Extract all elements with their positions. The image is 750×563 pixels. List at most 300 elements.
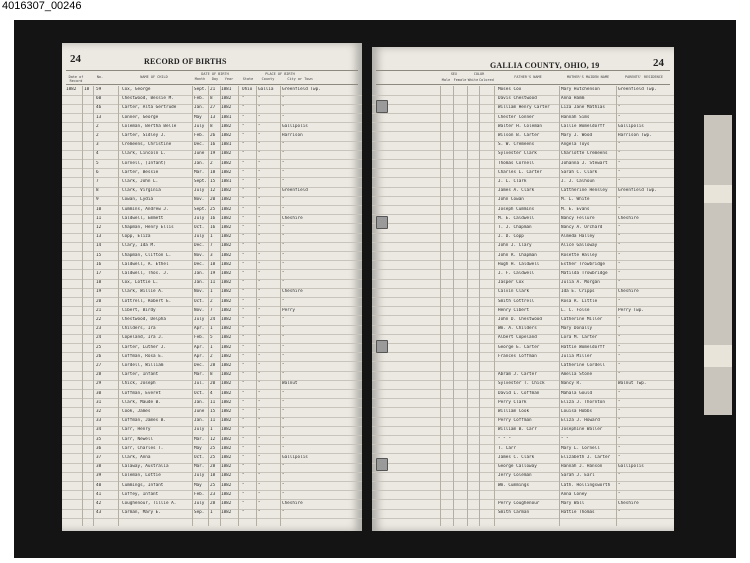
table-cell: ": [258, 114, 261, 120]
table-cell: Dec.: [194, 261, 205, 267]
table-cell: 39: [96, 473, 102, 479]
table-cell: ": [282, 96, 285, 102]
table-row: [372, 252, 674, 262]
table-row: [62, 491, 362, 501]
table-cell: ": [618, 390, 621, 396]
table-cell: 1882: [221, 344, 232, 350]
table-cell: 1882: [221, 353, 232, 359]
table-cell: Nancy R.: [561, 381, 582, 387]
table-row: [62, 380, 362, 390]
table-cell: ": [282, 427, 285, 433]
table-cell: Moses Cox: [498, 87, 522, 92]
table-cell: 35: [96, 436, 102, 442]
table-cell: 28: [210, 501, 216, 506]
table-cell: Sarah C. Clark: [561, 169, 598, 175]
table-cell: Coffman, James B.: [122, 418, 166, 424]
table-cell: ": [282, 105, 285, 111]
table-cell: ": [618, 445, 621, 451]
table-cell: Cheshire: [618, 501, 639, 506]
table-cell: ": [258, 133, 261, 138]
table-row: [372, 472, 674, 482]
table-cell: ": [618, 491, 621, 497]
table-cell: 12: [210, 188, 216, 194]
table-cell: 4: [96, 151, 99, 157]
table-cell: 1882: [221, 381, 232, 387]
table-cell: Julia Miller: [561, 353, 593, 359]
table-cell: Chestwood, Bessie M.: [122, 96, 174, 102]
table-cell: 28: [96, 372, 102, 378]
table-cell: ": [258, 225, 261, 230]
table-cell: ": [242, 215, 245, 221]
table-cell: ": [258, 252, 261, 258]
table-cell: ": [258, 418, 261, 424]
table-cell: S. W. Cremeens: [498, 142, 535, 148]
table-row: [62, 178, 362, 188]
table-cell: ": [258, 409, 261, 414]
table-cell: ": [618, 510, 621, 516]
table-row: [372, 169, 674, 179]
table-cell: Sep.: [194, 510, 205, 516]
table-cell: 25: [210, 482, 216, 488]
table-cell: Catherine Cordell: [561, 363, 605, 368]
col-header: SEX: [450, 72, 458, 76]
table-cell: M. L. White: [561, 197, 590, 203]
table-cell: Mary J. Wood: [561, 133, 593, 138]
table-row: [372, 454, 674, 464]
table-cell: Jasper Cox: [498, 280, 524, 286]
table-cell: Carr, Charles T.: [122, 445, 164, 451]
table-cell: 59: [96, 87, 102, 92]
table-cell: 1: [210, 289, 213, 295]
table-cell: William B. Carr: [498, 427, 537, 433]
table-cell: ": [258, 151, 261, 157]
table-cell: John R. Chapman: [498, 252, 537, 258]
table-row: [62, 104, 362, 114]
table-cell: Angela Toys: [561, 142, 590, 148]
table-cell: Feb.: [194, 491, 205, 497]
table-cell: 1882: [221, 280, 232, 286]
table-cell: Catherine Miller: [561, 317, 603, 322]
table-cell: Cummings, Infant: [122, 482, 164, 488]
table-cell: Feb.: [194, 133, 205, 138]
table-cell: Sylvester Clark: [498, 151, 537, 157]
table-row: [62, 500, 362, 510]
table-row: [62, 417, 362, 427]
table-cell: Dec.: [194, 142, 205, 148]
table-cell: ": [242, 298, 245, 304]
table-cell: L. C. Folse: [561, 307, 590, 313]
table-cell: Gallipolis: [282, 123, 308, 129]
table-cell: ": [282, 234, 285, 240]
table-cell: July: [194, 188, 205, 194]
table-cell: 1882: [221, 464, 232, 470]
table-cell: Cheshire: [282, 501, 303, 506]
table-cell: Clark, Lincoln L.: [122, 151, 166, 157]
table-cell: ": [258, 188, 261, 194]
table-cell: 41: [96, 491, 102, 497]
table-cell: Rosa R. Little: [561, 298, 598, 304]
table-cell: ": [258, 123, 261, 129]
table-cell: Gallipolis: [282, 455, 308, 460]
table-cell: ": [242, 142, 245, 148]
table-cell: Caldwell, Thos. J.: [122, 271, 169, 276]
table-cell: James C. Clark: [498, 455, 535, 460]
table-cell: Cath. Hollingsworth: [561, 482, 611, 488]
table-cell: Caldwell, Emmett: [122, 215, 164, 221]
col-header: County: [261, 77, 275, 81]
table-cell: ": [618, 114, 621, 120]
table-cell: ": [282, 372, 285, 378]
table-cell: ": [618, 280, 621, 286]
table-cell: ": [282, 169, 285, 175]
table-cell: Cook, James: [122, 409, 151, 414]
table-cell: ": [242, 464, 245, 470]
table-cell: 1: [210, 427, 213, 433]
table-cell: ": [282, 142, 285, 148]
table-cell: Cottrell, Robert E.: [122, 298, 172, 304]
table-row: [372, 141, 674, 151]
table-cell: Callie Womeldorff: [561, 123, 605, 129]
table-cell: 2: [96, 133, 99, 138]
table-cell: ": [282, 418, 285, 424]
table-cell: Thomas Cornell: [498, 160, 535, 166]
table-cell: 28: [210, 464, 216, 470]
table-cell: Jan.: [194, 160, 205, 166]
table-cell: 13: [96, 234, 102, 240]
table-cell: Josephine Waller: [561, 427, 603, 433]
table-cell: Jan.: [194, 418, 205, 424]
table-cell: 25: [210, 445, 216, 451]
table-cell: 24: [96, 335, 102, 341]
table-cell: 13: [210, 114, 216, 120]
col-header: Male: [441, 78, 451, 82]
table-row: [372, 408, 674, 418]
table-row: [372, 95, 674, 105]
col-header: PLACE OF BIRTH: [265, 72, 295, 76]
table-cell: ": [618, 399, 621, 405]
table-cell: 19: [96, 289, 102, 295]
table-cell: Cheshire: [618, 289, 639, 295]
table-cell: 1882: [221, 225, 232, 230]
table-cell: 21: [210, 87, 216, 92]
table-cell: ": [258, 169, 261, 175]
table-cell: 8: [210, 123, 213, 129]
table-cell: Jan.: [194, 280, 205, 286]
table-cell: ": [258, 501, 261, 506]
table-cell: ": [242, 427, 245, 433]
table-cell: ": [258, 491, 261, 497]
table-cell: 18: [210, 261, 216, 267]
table-cell: Jan.: [194, 105, 205, 111]
table-cell: ": [618, 353, 621, 359]
table-row: [62, 399, 362, 409]
table-cell: Mar.: [194, 436, 205, 442]
table-row: [372, 445, 674, 455]
table-cell: 25: [96, 344, 102, 350]
table-cell: 26: [96, 353, 102, 359]
table-cell: ": [242, 418, 245, 424]
table-cell: ": [282, 243, 285, 249]
table-cell: Chick, Joseph: [122, 381, 156, 387]
table-cell: Oct.: [194, 225, 205, 230]
table-cell: May: [194, 482, 202, 488]
table-cell: Anna Coney: [561, 491, 587, 497]
table-cell: 1882: [221, 445, 232, 451]
table-row: [372, 270, 674, 280]
table-cell: ": [618, 142, 621, 148]
table-row: [62, 288, 362, 298]
table-cell: ": [242, 133, 245, 138]
table-row: [372, 104, 674, 114]
table-cell: J. F. Caldwell: [498, 271, 535, 276]
table-cell: July: [194, 427, 205, 433]
table-cell: ": [242, 353, 245, 359]
table-cell: Mar.: [194, 372, 205, 378]
binder-clip: [376, 458, 388, 471]
table-cell: 11: [96, 215, 102, 221]
table-cell: 16: [210, 142, 216, 148]
table-cell: Clark, Maude B.: [122, 399, 161, 405]
table-cell: 19: [210, 271, 216, 276]
table-cell: ": [618, 271, 621, 276]
table-cell: 32: [96, 409, 102, 414]
table-cell: 1882: [221, 473, 232, 479]
table-cell: 21: [96, 307, 102, 313]
table-row: [62, 353, 362, 363]
table-cell: ": [258, 335, 261, 341]
col-header: City or Town: [287, 77, 313, 81]
table-cell: 1882: [221, 501, 232, 506]
table-row: [372, 371, 674, 381]
table-cell: 1882: [221, 363, 232, 368]
table-cell: 36: [96, 445, 102, 451]
table-cell: 60: [96, 96, 102, 102]
table-cell: ": [242, 473, 245, 479]
table-row: [372, 160, 674, 170]
table-row: [62, 362, 362, 372]
table-cell: Nov.: [194, 252, 205, 258]
table-cell: ": [258, 280, 261, 286]
table-cell: ": [258, 215, 261, 221]
table-cell: Clark, Anna: [122, 455, 151, 460]
table-cell: ": [242, 225, 245, 230]
col-header: Month: [194, 77, 206, 81]
binder-clip: [376, 340, 388, 353]
table-cell: 33: [96, 418, 102, 424]
table-cell: ": [258, 142, 261, 148]
table-cell: ": [242, 105, 245, 111]
table-row: [372, 325, 674, 335]
table-cell: J. L. Clark: [498, 179, 527, 184]
table-cell: ": [618, 317, 621, 322]
table-row: [62, 114, 362, 124]
table-row: [372, 86, 674, 96]
table-cell: Cornell, (Infant): [122, 160, 166, 166]
table-cell: Perry Coughenour: [498, 501, 540, 506]
table-cell: 9: [96, 197, 99, 203]
table-cell: ": [282, 261, 285, 267]
table-cell: 1882: [221, 133, 232, 138]
table-cell: ": [242, 307, 245, 313]
table-cell: ": [242, 234, 245, 240]
table-cell: Henry Cibert: [498, 307, 530, 313]
table-cell: Greenfield Twp.: [618, 87, 657, 92]
table-cell: Anna Hamm: [561, 96, 585, 102]
table-row: [372, 242, 674, 252]
table-cell: Calaway, Australia: [122, 464, 169, 470]
table-cell: ": [618, 179, 621, 184]
table-cell: ": [282, 436, 285, 442]
table-cell: ": [242, 271, 245, 276]
table-cell: ": [242, 372, 245, 378]
table-cell: Wilson B. Carter: [498, 133, 540, 138]
table-cell: ": [258, 445, 261, 451]
table-cell: ": [242, 188, 245, 194]
table-cell: Oct.: [194, 298, 205, 304]
table-cell: ": [258, 105, 261, 111]
table-cell: ": [618, 105, 621, 111]
table-cell: 12: [96, 225, 102, 230]
table-cell: 1882: [221, 298, 232, 304]
table-cell: ": [282, 317, 285, 322]
table-cell: ": [258, 455, 261, 460]
col-header: Female: [453, 78, 467, 82]
table-cell: Esther Trowbridge: [561, 261, 605, 267]
table-cell: 1882: [221, 491, 232, 497]
table-cell: John J. Clary: [498, 243, 532, 249]
table-cell: ": [242, 381, 245, 387]
table-row: [62, 206, 362, 216]
table-cell: Perry Clark: [498, 399, 527, 405]
table-cell: ": [258, 372, 261, 378]
table-cell: ": [618, 298, 621, 304]
table-cell: Clark, Willie A.: [122, 289, 164, 295]
table-cell: 1882: [221, 261, 232, 267]
table-cell: 2: [96, 123, 99, 129]
table-cell: June: [194, 409, 205, 414]
table-row: [62, 160, 362, 170]
right-table: [372, 86, 674, 526]
table-cell: ": [242, 399, 245, 405]
table-cell: 16: [210, 215, 216, 221]
table-cell: Oct.: [194, 390, 205, 396]
table-row: [62, 252, 362, 262]
table-cell: May: [194, 114, 202, 120]
table-cell: 8: [96, 188, 99, 194]
col-header: Year: [224, 77, 234, 81]
table-cell: Cordell, William: [122, 363, 164, 368]
table-cell: Nancy A. Orchard: [561, 225, 603, 230]
table-cell: Coffman, Rosa E.: [122, 353, 164, 359]
table-cell: ": [258, 261, 261, 267]
table-cell: Julia A. Morgan: [561, 280, 600, 286]
table-cell: M. E. Caldwell: [498, 215, 535, 221]
table-cell: Sept.: [194, 206, 207, 212]
table-cell: Hannah Sims: [561, 114, 590, 120]
table-cell: 1882: [221, 418, 232, 424]
table-cell: J. D. Copp: [498, 234, 524, 240]
table-cell: Gallipolis: [618, 123, 644, 129]
table-cell: 1882: [221, 206, 232, 212]
table-cell: ": [242, 289, 245, 295]
table-cell: ": [242, 96, 245, 102]
table-cell: ": [242, 482, 245, 488]
table-row: [372, 279, 674, 289]
table-cell: Walter H. Coleman: [498, 123, 542, 129]
table-cell: 2: [210, 298, 213, 304]
table-cell: ": [258, 399, 261, 405]
table-row: [62, 509, 362, 519]
table-cell: 40: [96, 482, 102, 488]
table-cell: Feb.: [194, 335, 205, 341]
table-cell: 1882: [221, 372, 232, 378]
table-cell: 34: [96, 427, 102, 433]
table-cell: ": [282, 445, 285, 451]
table-cell: Nov.: [194, 197, 205, 203]
table-cell: 1882: [221, 390, 232, 396]
table-cell: 25: [210, 206, 216, 212]
table-cell: Jul.: [194, 381, 205, 387]
table-cell: 1882: [221, 482, 232, 488]
table-cell: 15: [210, 179, 216, 184]
table-cell: George E. Carter: [498, 344, 540, 350]
table-cell: Apr.: [194, 326, 205, 332]
table-cell: 1882: [66, 87, 77, 92]
table-cell: 8: [210, 372, 213, 378]
table-cell: ": [242, 123, 245, 129]
table-cell: Eliza J. Howard: [561, 418, 600, 424]
table-cell: 1882: [221, 252, 232, 258]
table-cell: 1882: [221, 243, 232, 249]
col-header: Day: [211, 77, 219, 81]
table-cell: " ": [561, 436, 569, 442]
table-cell: ": [242, 491, 245, 497]
table-cell: 1882: [221, 399, 232, 405]
table-cell: 37: [96, 455, 102, 460]
table-row: [372, 390, 674, 400]
table-row: [62, 95, 362, 105]
table-cell: 20: [210, 197, 216, 203]
table-cell: 7: [96, 179, 99, 184]
table-cell: 23: [96, 326, 102, 332]
table-cell: ": [282, 197, 285, 203]
table-cell: ": [258, 160, 261, 166]
table-cell: Mary Hutchenson: [561, 87, 600, 92]
table-cell: 4: [210, 390, 213, 396]
table-row: [372, 307, 674, 317]
table-cell: July: [194, 215, 205, 221]
table-cell: 2: [210, 160, 213, 166]
table-cell: ": [282, 482, 285, 488]
table-cell: Ohio: [242, 87, 253, 92]
table-cell: William Henry Carter: [498, 105, 550, 111]
table-cell: ": [258, 326, 261, 332]
table-cell: 17: [96, 271, 102, 276]
table-cell: Carter, Sidley J.: [122, 133, 166, 138]
table-cell: ": [258, 179, 261, 184]
table-cell: 18: [96, 280, 102, 286]
table-cell: Greenfield Twp.: [618, 188, 657, 194]
table-cell: Gallipolis: [618, 464, 644, 470]
table-cell: ": [258, 427, 261, 433]
table-cell: 11: [210, 280, 216, 286]
table-cell: ": [258, 243, 261, 249]
table-cell: Albert Copeland: [498, 335, 537, 341]
table-cell: ": [282, 179, 285, 184]
page-title: RECORD OF BIRTHS: [144, 57, 227, 66]
table-cell: ": [242, 326, 245, 332]
table-cell: 1882: [221, 409, 232, 414]
